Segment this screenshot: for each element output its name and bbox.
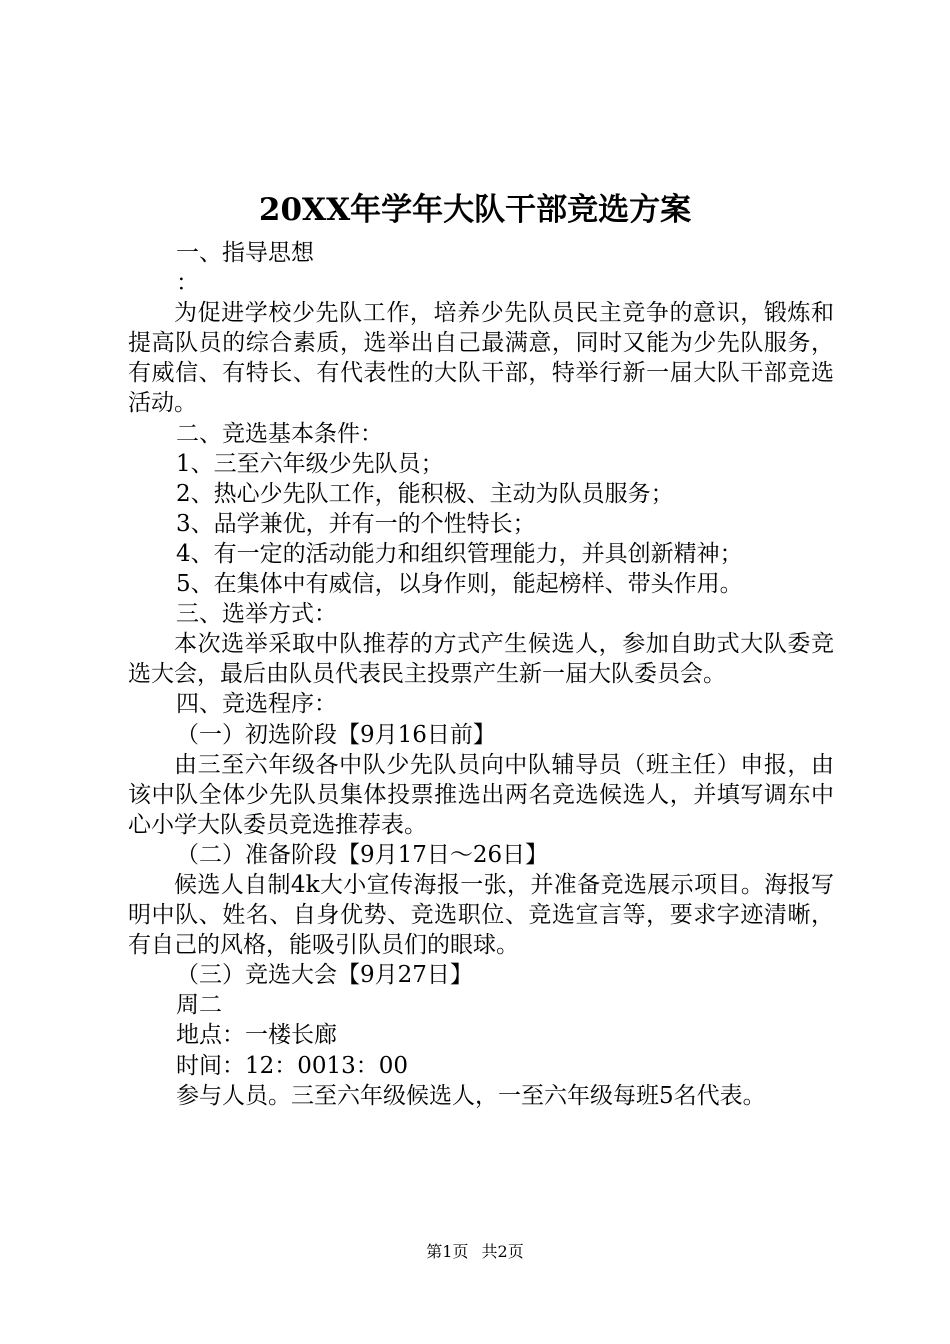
heading-election-method: 三、选举方式： <box>176 601 337 628</box>
paragraph-stage-1: 由三至六年级各中队少先队员向中队辅导员（班主任）申报，由该中队全体少先队员集体投票推选出两名竞选候选人，并填写调东中心小学大队委员竞选推荐表。 <box>128 751 834 838</box>
document-title: 20XX年学年大队干部竞选方案 <box>258 192 692 228</box>
stage-3-heading: （三）竞选大会【9月27日】 <box>176 962 473 989</box>
paragraph-stage-2: 候选人自制4k大小宣传海报一张，并准备竞选展示项目。海报写明中队、姓名、自身优势、竞选职位、竞选宣言等，要求字迹清晰，有自己的风格，能吸引队员们的眼球。 <box>128 871 834 959</box>
document-body <box>128 238 834 1111</box>
meeting-day: 周二 <box>176 992 222 1019</box>
meeting-participants: 参与人员。三至六年级候选人，一至六年级每班5名代表。 <box>176 1082 766 1109</box>
condition-item-1: 1、三至六年级少先队员； <box>176 450 444 477</box>
heading-election-procedure: 四、竞选程序： <box>176 691 337 718</box>
page-footer <box>0 1241 950 1263</box>
condition-item-5: 5、在集体中有威信，以身作则，能起榜样、带头作用。 <box>176 571 743 598</box>
condition-item-3: 3、品学兼优，并有一的个性特长； <box>176 510 536 537</box>
meeting-time: 时间：12：0013：00 <box>176 1052 409 1079</box>
page-total: 共2页 <box>481 1242 524 1261</box>
heading-guiding-thought: 一、指导思想 <box>176 240 314 266</box>
meeting-location: 地点：一楼长廊 <box>176 1022 337 1049</box>
paragraph-election-method: 本次选举采取中队推荐的方式产生候选人，参加自助式大队委竞选大会，最后由队员代表民主投票产生新一届大队委员会。 <box>128 631 834 688</box>
heading-basic-conditions: 二、竞选基本条件： <box>176 420 383 447</box>
paragraph-purpose: 为促进学校少先队工作，培养少先队员民主竞争的意识，锻炼和提高队员的综合素质，选举出自己最满意，同时又能为少先队服务，有威信、有特长、有代表性的大队干部，特举行新一届大队干部竞选活动。 <box>128 300 834 417</box>
page-number: 第1页 <box>426 1242 469 1261</box>
stage-2-heading: （二）准备阶段【9月17日～26日】 <box>176 841 549 868</box>
condition-item-4: 4、有一定的活动能力和组织管理能力，并具创新精神； <box>176 540 743 567</box>
colon-line: ： <box>176 270 199 297</box>
stage-1-heading: （一）初选阶段【9月16日前】 <box>176 721 496 748</box>
condition-item-2: 2、热心少先队工作，能积极、主动为队员服务； <box>176 480 674 507</box>
